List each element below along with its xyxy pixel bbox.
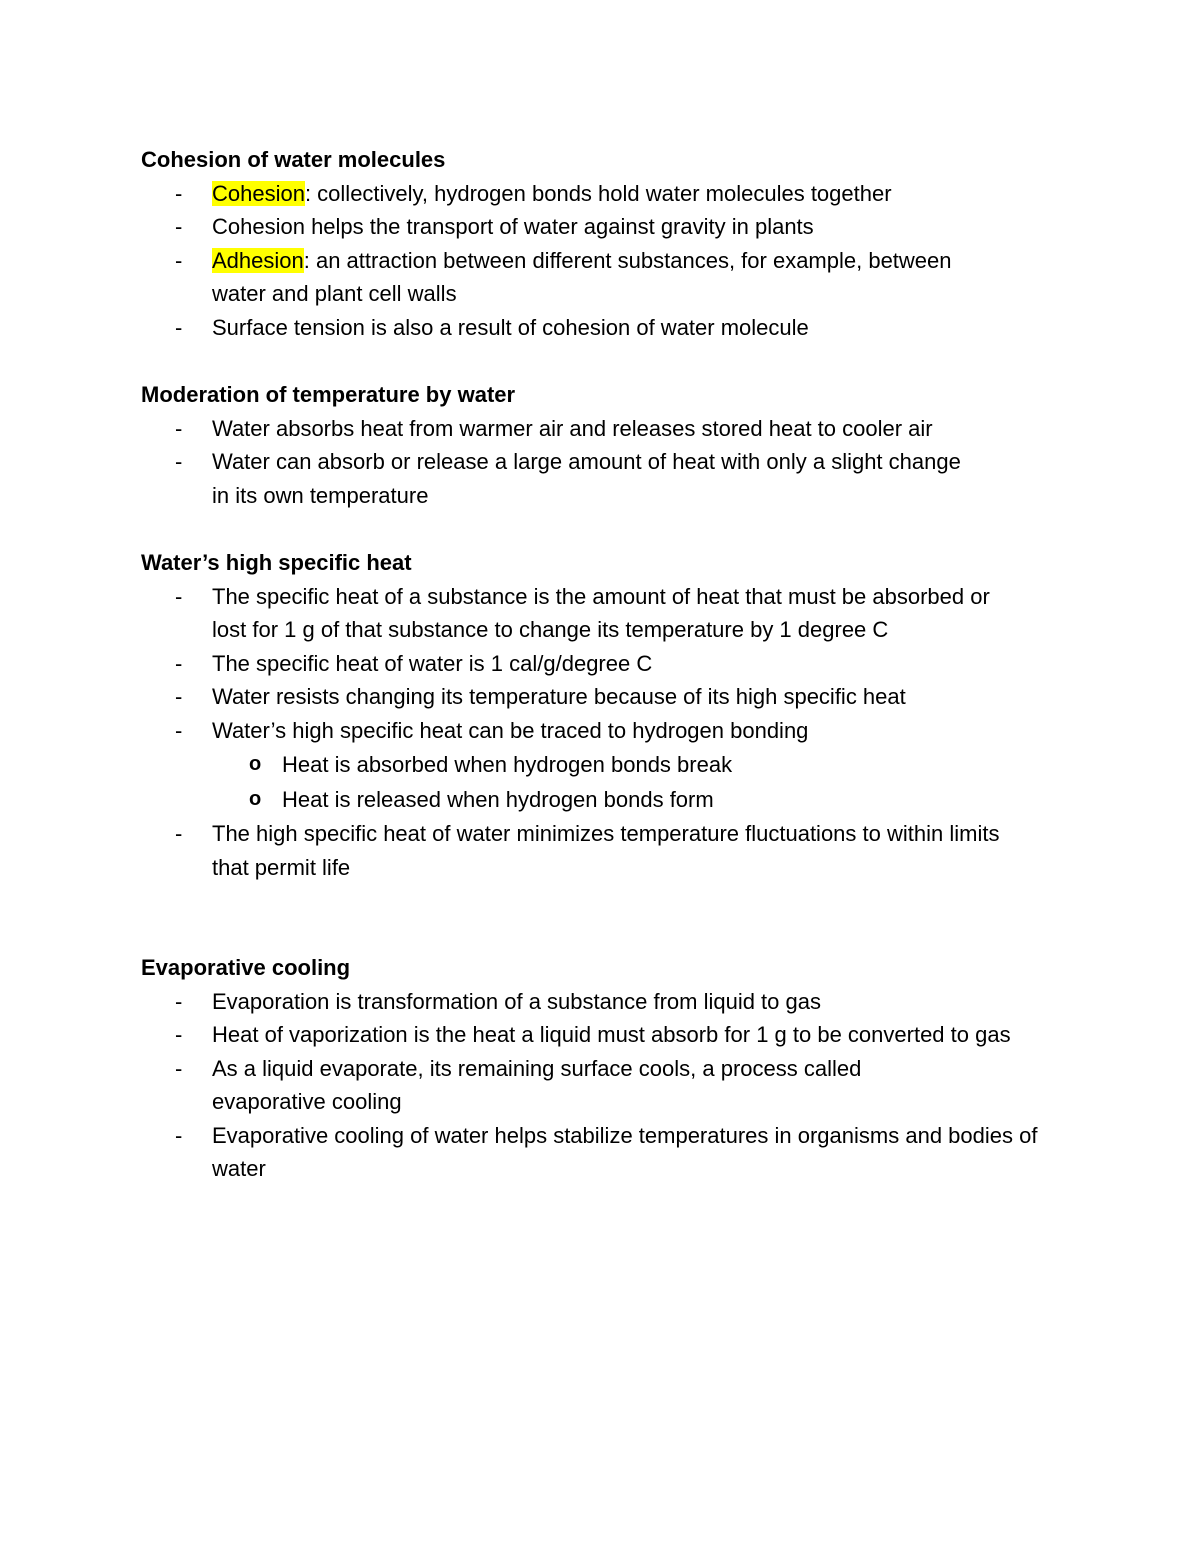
list-item-text: Evaporation is transformation of a substance from liquid to gas xyxy=(212,988,821,1014)
list-item-text: Cohesion helps the transport of water against gravity in plants xyxy=(212,214,814,239)
list-item xyxy=(141,1018,1071,1052)
section-moderation-of-temperature xyxy=(141,378,1071,512)
list-item xyxy=(141,311,1071,345)
list-item xyxy=(141,210,1071,244)
list-item xyxy=(141,445,1071,512)
dash-bullet: - xyxy=(175,449,183,474)
circle-bullet: o xyxy=(249,753,262,775)
section-evaporative-cooling xyxy=(141,951,1071,1186)
dash-bullet: - xyxy=(175,684,183,709)
dash-bullet: - xyxy=(175,583,183,609)
list-item xyxy=(141,177,1071,211)
dash-bullet: - xyxy=(175,821,183,846)
list-item-text: Evaporative cooling of water helps stabilize temperatures in organisms and bodies of water xyxy=(212,1122,1038,1181)
dash-bullet: - xyxy=(175,314,183,340)
list-item-text: : an attraction between different substances, for example, between water and plant cell walls xyxy=(212,247,952,306)
list-item xyxy=(141,714,1071,748)
dash-bullet: - xyxy=(175,214,183,239)
list-item-text: As a liquid evaporate, its remaining surface cools, a process called evaporative cooling xyxy=(212,1055,862,1114)
section-heading: Evaporative cooling xyxy=(141,955,351,980)
list-item xyxy=(141,1052,1071,1119)
list-item xyxy=(141,817,1071,884)
list-item-text: Surface tension is also a result of cohesion of water molecule xyxy=(212,314,809,340)
sub-list-item xyxy=(141,747,1071,782)
section-cohesion xyxy=(141,143,1071,344)
dash-bullet: - xyxy=(175,1055,183,1081)
list-item-text: The specific heat of water is 1 cal/g/degree C xyxy=(212,650,653,676)
section-heading: Cohesion of water molecules xyxy=(141,147,446,172)
list-item xyxy=(141,1119,1071,1186)
sub-list-item-text: Heat is released when hydrogen bonds form xyxy=(282,787,714,812)
section-heading: Water’s high specific heat xyxy=(141,550,412,575)
list-item xyxy=(141,412,1071,446)
dash-bullet: - xyxy=(175,180,183,206)
list-item-text: : collectively, hydrogen bonds hold water molecules together xyxy=(304,180,892,206)
sub-list-item-text: Heat is absorbed when hydrogen bonds break xyxy=(282,752,733,777)
list-item-text: Water can absorb or release a large amount of heat with only a slight change in its own temperature xyxy=(212,449,961,508)
dash-bullet: - xyxy=(175,988,183,1014)
list-item xyxy=(141,580,1071,647)
dash-bullet: - xyxy=(175,247,183,273)
list-item xyxy=(141,680,1071,714)
list-item-text: Water resists changing its temperature because of its high specific heat xyxy=(212,684,906,709)
section-heading: Moderation of temperature by water xyxy=(141,382,516,407)
list-item xyxy=(141,244,1071,311)
section-specific-heat xyxy=(141,546,1071,884)
highlighted-term: Cohesion xyxy=(212,180,305,206)
dash-bullet: - xyxy=(175,1122,183,1148)
highlighted-term: Adhesion xyxy=(212,247,304,273)
list-item xyxy=(141,647,1071,681)
sub-list-item xyxy=(141,782,1071,817)
dash-bullet: - xyxy=(175,1022,183,1047)
list-item-text: The specific heat of a substance is the amount of heat that must be absorbed or lost for 1 g of that substance to change its temperature by 1 degree C xyxy=(212,583,990,642)
list-item-text: Water’s high specific heat can be traced to hydrogen bonding xyxy=(212,717,809,743)
list-item-text: Heat of vaporization is the heat a liquid must absorb for 1 g to be converted to gas xyxy=(212,1022,1011,1047)
list-item-text: The high specific heat of water minimizes temperature fluctuations to within limits that permit life xyxy=(212,821,1000,880)
dash-bullet: - xyxy=(175,717,183,743)
list-item xyxy=(141,985,1071,1019)
circle-bullet: o xyxy=(249,788,262,810)
dash-bullet: - xyxy=(175,415,183,441)
dash-bullet: - xyxy=(175,650,183,676)
list-item-text: Water absorbs heat from warmer air and releases stored heat to cooler air xyxy=(212,415,933,441)
